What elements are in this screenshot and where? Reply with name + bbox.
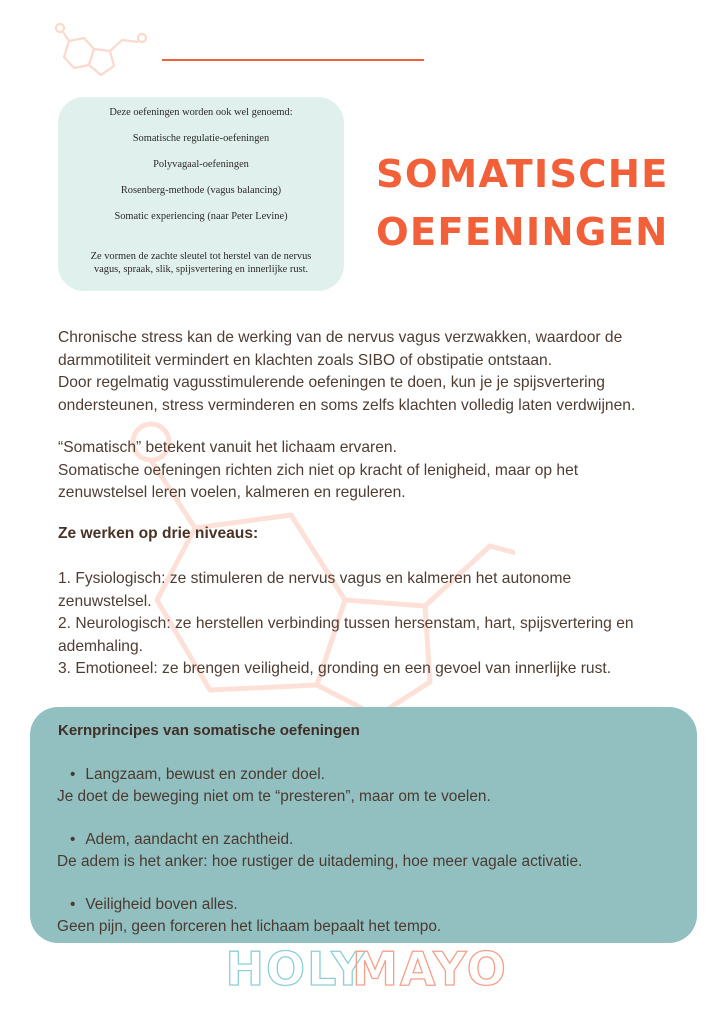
principle-text: Geen pijn, geen forceren het lichaam bepaalt het tempo. (57, 918, 442, 935)
principles-box (30, 707, 697, 943)
principle-text: Je doet de beweging niet om te “presteren”, maar om te voelen. (57, 788, 491, 805)
alias-closing (64, 250, 338, 276)
logo-mayo: MAYO (352, 942, 508, 992)
principle-title: Adem, aandacht en zachtheid. (85, 831, 294, 848)
logo-holy: HOLY (225, 942, 367, 992)
paragraph-line: zenuwstelsel leren voelen, kalmeren en reguleren. (58, 484, 406, 501)
page-title-line: OEFENINGEN (376, 210, 669, 255)
paragraph-line: Somatische oefeningen richten zich niet op kracht of lenigheid, maar op het (58, 461, 579, 479)
alias-item: Somatische regulatie-oefeningen (132, 133, 270, 144)
levels-line: 1. Fysiologisch: ze stimuleren de nervus vagus en kalmeren het autonome (58, 570, 572, 587)
levels-heading: Ze werken op drie niveaus: (58, 525, 259, 542)
principle-title: Veiligheid boven alles. (85, 896, 238, 913)
alias-closing-line: Ze vormen de zachte sleutel tot herstel van de nervus (90, 251, 312, 262)
brand-logo (210, 942, 510, 992)
alias-item: Polyvagaal-oefeningen (153, 159, 249, 170)
page-title-line: SOMATISCHE (376, 152, 669, 197)
principle-item (57, 894, 441, 938)
alias-closing-line: vagus, spraak, slik, spijsvertering en innerlijke rust. (93, 264, 309, 275)
paragraph-line: Door regelmatig vagusstimulerende oefeningen te doen, kun je je spijsvertering (58, 374, 605, 391)
levels-line: 3. Emotioneel: ze brengen veiligheid, gronding en een gevoel van innerlijke rust. (58, 660, 612, 677)
alias-box (58, 97, 344, 291)
paragraph-line: ondersteunen, stress verminderen en soms zelfs klachten volledig laten verdwijnen. (58, 396, 636, 414)
principle-title: Langzaam, bewust en zonder doel. (85, 766, 325, 783)
alias-item: Rosenberg-methode (vagus balancing) (120, 185, 282, 196)
page-title (376, 146, 669, 262)
bullet-dot-icon: • (70, 896, 76, 913)
levels-list (58, 568, 634, 681)
levels-line: ademhaling. (58, 637, 143, 655)
principle-item (57, 764, 491, 808)
bullet-dot-icon: • (70, 831, 76, 848)
paragraph-line: “Somatisch” betekent vanuit het lichaam ervaren. (58, 439, 397, 456)
accent-divider (162, 59, 424, 61)
alias-item: Somatic experiencing (naar Peter Levine) (114, 211, 288, 222)
levels-line: zenuwstelsel. (58, 592, 152, 610)
principle-item (57, 829, 582, 873)
paragraph-line: Chronische stress kan de werking van de nervus vagus verzwakken, waardoor de (58, 329, 623, 346)
levels-line: 2. Neurologisch: ze herstellen verbinding tussen hersenstam, hart, spijsvertering en (58, 615, 634, 632)
intro-paragraph (58, 327, 635, 417)
paragraph-line: darmmotiliteit vermindert en klachten zoals SIBO of obstipatie ontstaan. (58, 351, 553, 369)
principle-text: De adem is het anker: hoe rustiger de uitademing, hoe meer vagale activatie. (57, 853, 583, 870)
molecule-icon (54, 22, 150, 82)
somatic-paragraph (58, 437, 578, 505)
bullet-dot-icon: • (70, 766, 76, 783)
alias-intro: Deze oefeningen worden ook wel genoemd: (109, 107, 293, 118)
principles-heading: Kernprincipes van somatische oefeningen (58, 722, 360, 739)
